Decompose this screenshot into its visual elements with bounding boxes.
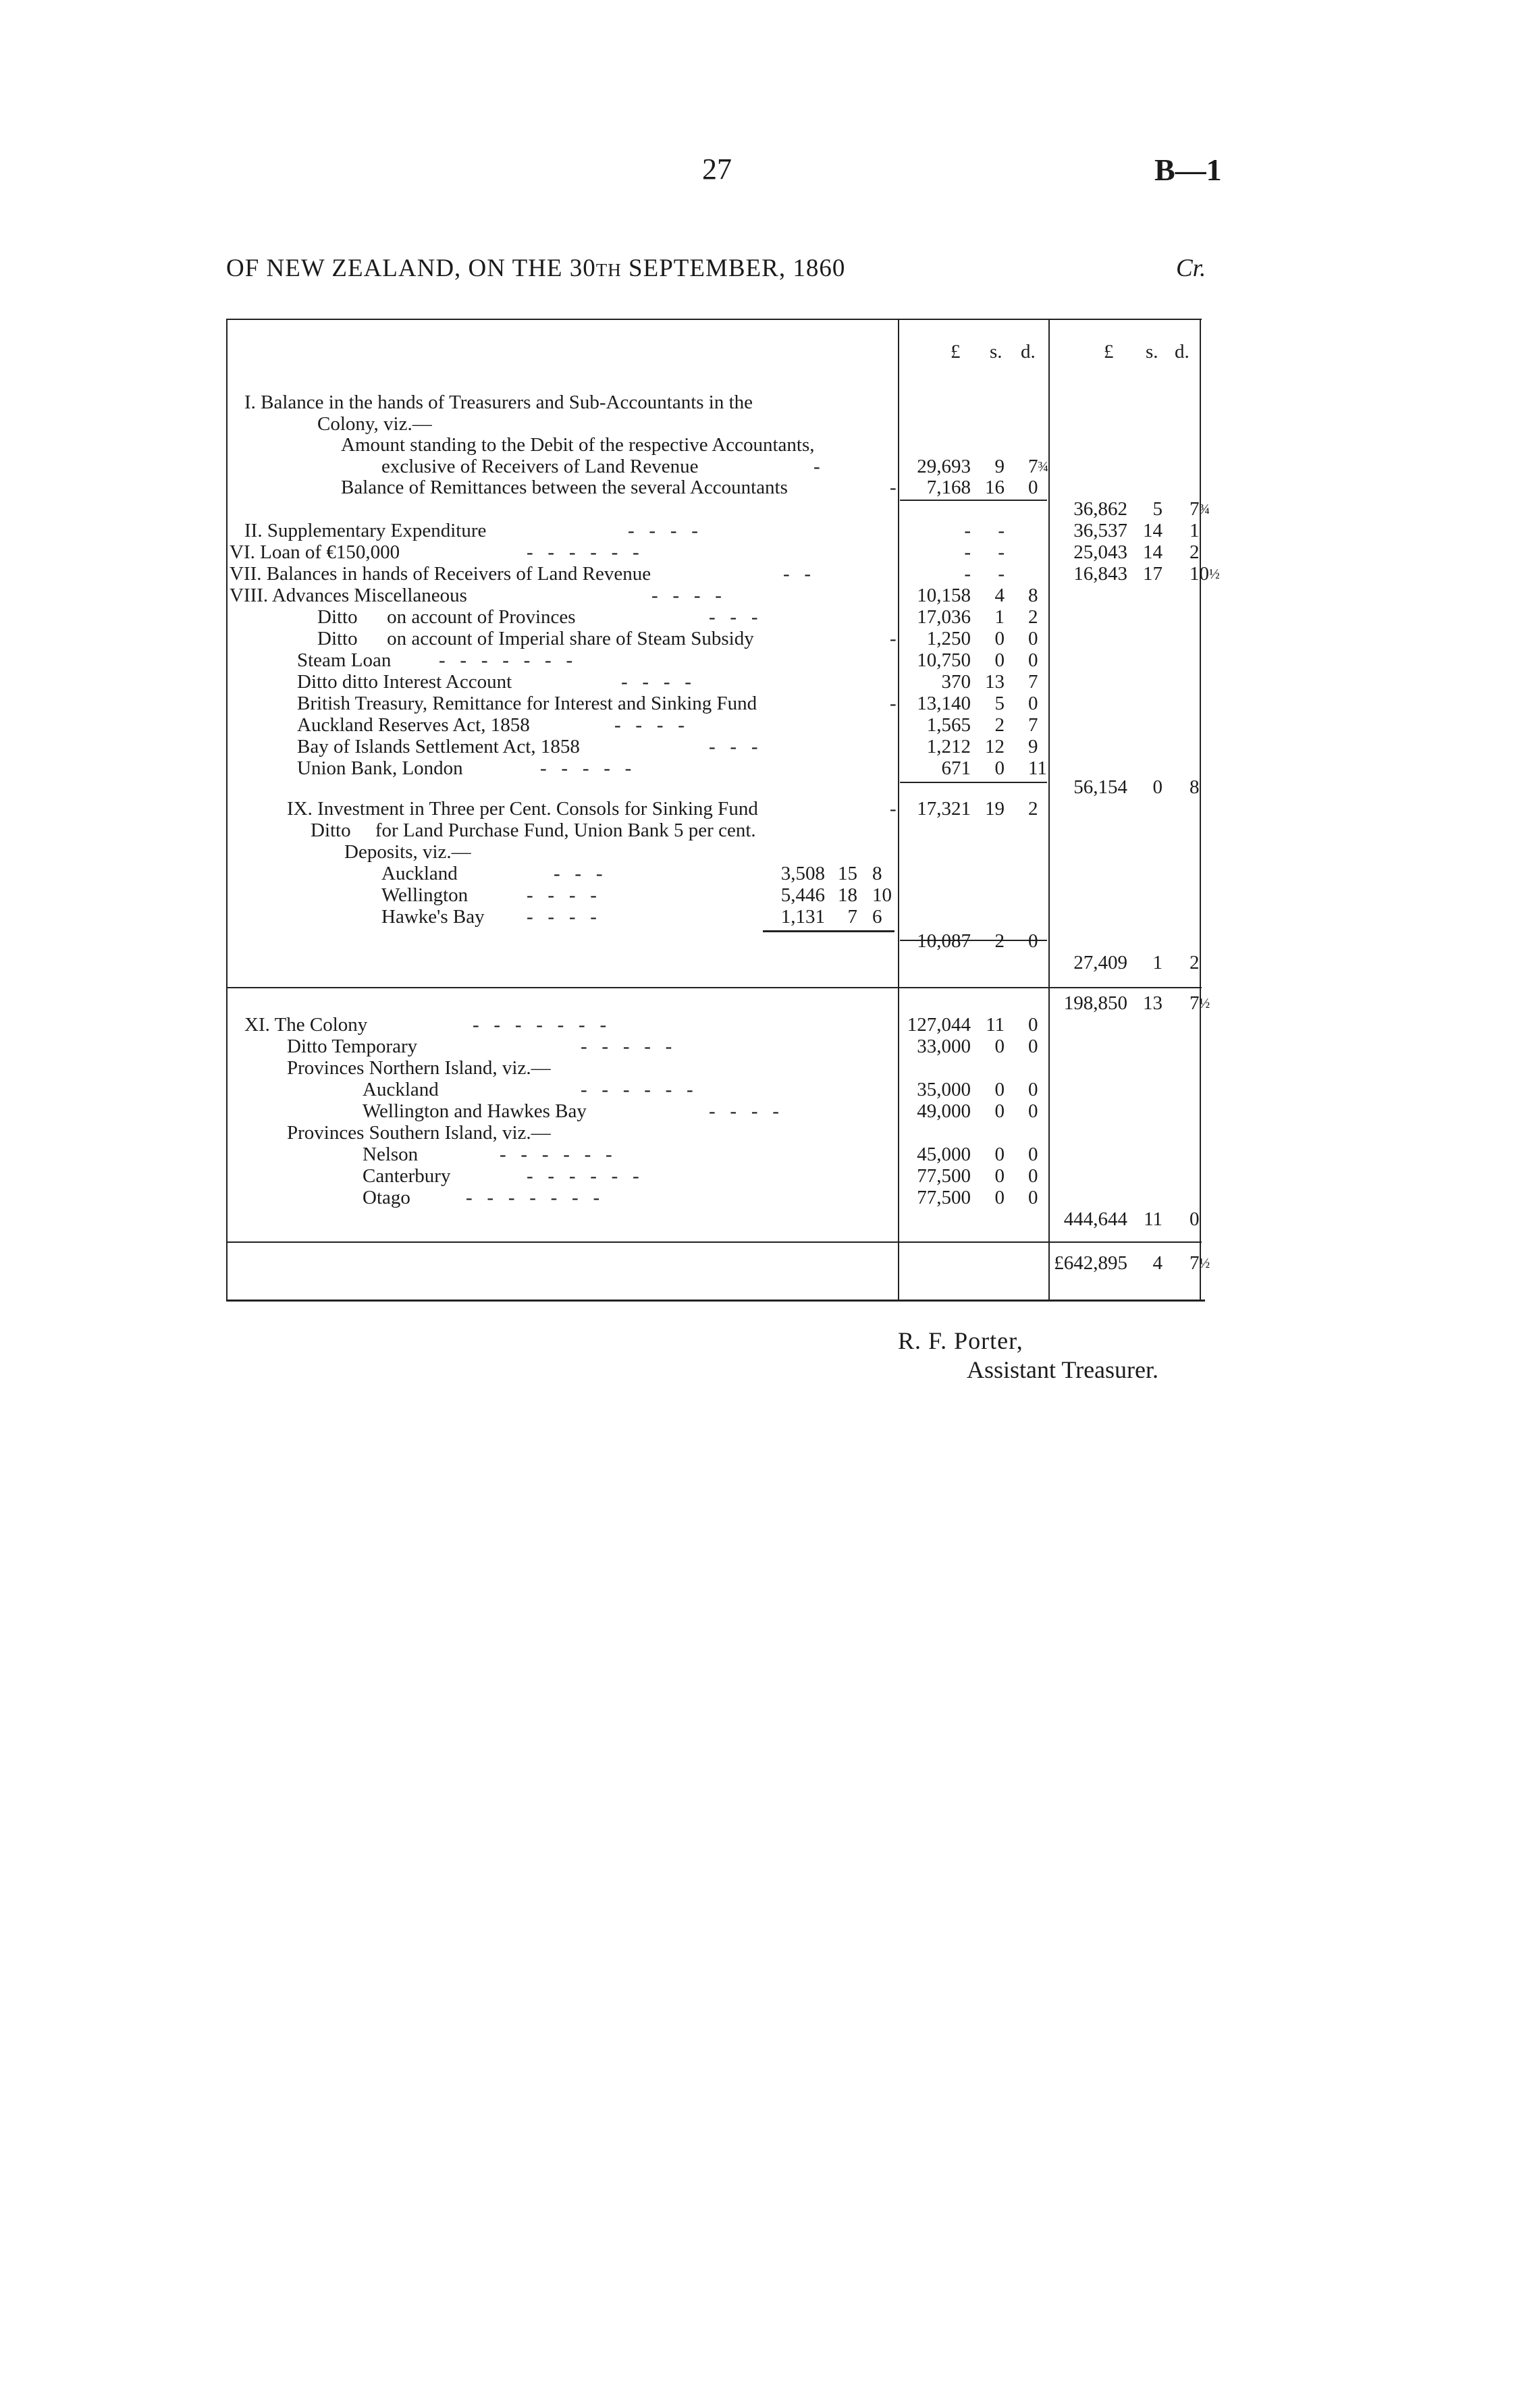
leader-dashes: - - - - - - - (473, 1014, 607, 1036)
sub-pence: 6 (872, 906, 882, 928)
entry-row (0, 776, 1523, 798)
leader-dashes: - - - - - - (581, 1079, 693, 1100)
col1-pounds: 10,158 (917, 585, 971, 606)
sub-pounds: 1,131 (780, 906, 825, 928)
col2-pounds: 56,154 (1073, 776, 1127, 798)
col1-pounds: 1,250 (926, 628, 971, 649)
col1-pounds: 77,500 (917, 1187, 971, 1208)
col2-shillings-header: s. (1146, 341, 1158, 363)
col1-pounds: 49,000 (917, 1100, 971, 1122)
entry-row (0, 1165, 1523, 1187)
heading-prefix: OF NEW ZEALAND, ON THE 30 (226, 255, 596, 282)
entry-row (0, 1014, 1523, 1036)
col2-pence: $7^{\frac{3}{4}}$ (1190, 498, 1210, 520)
entry-label: Otago (363, 1187, 410, 1208)
col2-pence: 8 (1190, 776, 1200, 798)
col1-pounds: 17,321 (917, 798, 971, 820)
col1-pounds: 77,500 (917, 1165, 971, 1187)
col1-shillings: 0 (994, 1165, 1005, 1187)
table-bottom-rule (226, 1300, 1205, 1302)
entry-label: Provinces Southern Island, viz.— (287, 1122, 551, 1144)
page-heading (226, 254, 845, 283)
leader-dashes: - (890, 477, 897, 498)
col1-pence: 0 (1028, 1144, 1038, 1165)
col1-shillings: 0 (994, 1144, 1005, 1165)
entry-row (0, 1252, 1523, 1274)
leader-dashes: - (890, 628, 897, 649)
col2-shillings: 11 (1144, 1208, 1163, 1230)
entry-label: Nelson (363, 1144, 419, 1165)
col1-shillings: 0 (994, 1079, 1005, 1100)
entry-label: Wellington (381, 884, 469, 906)
entry-label: Canterbury (363, 1165, 451, 1187)
sum-rule (1050, 1241, 1199, 1243)
entry-label: VIII. Advances Miscellaneous (230, 585, 467, 606)
col1-shillings: - (998, 520, 1005, 541)
col1-shillings: 19 (985, 798, 1005, 820)
entry-label: Deposits, viz.— (344, 841, 471, 863)
entry-label: Auckland (363, 1079, 439, 1100)
entry-row (0, 736, 1523, 757)
entry-label: VII. Balances in hands of Receivers of Land Revenue (230, 563, 651, 585)
col1-shillings: 1 (994, 606, 1005, 628)
leader-dashes: - - - - (621, 671, 691, 693)
entry-label: Ditto ditto Interest Account (297, 671, 512, 693)
entry-row (0, 671, 1523, 693)
col2-pence: $10^{\frac{1}{2}}$ (1190, 563, 1220, 585)
col2-pounds: 25,043 (1073, 541, 1127, 563)
table-top-rule (226, 319, 1202, 320)
col1-pounds: - (964, 563, 971, 585)
entry-row (0, 841, 1523, 863)
leader-dashes: - - - - - - (500, 1144, 612, 1165)
col2-pence: $7^{\frac{1}{2}}$ (1190, 1252, 1210, 1274)
leader-dashes: - - - - - - (527, 541, 639, 563)
col1-shillings: 4 (994, 585, 1005, 606)
sub-pounds: 5,446 (780, 884, 825, 906)
col1-pence: 0 (1028, 477, 1038, 498)
col1-pence: 8 (1028, 585, 1038, 606)
col1-pence: 9 (1028, 736, 1038, 757)
entry-label: Auckland (381, 863, 458, 884)
col1-pounds: - (964, 541, 971, 563)
entry-row (0, 992, 1523, 1014)
col1-pence: 0 (1028, 1036, 1038, 1057)
col1-pounds: 35,000 (917, 1079, 971, 1100)
col1-shillings: 0 (994, 649, 1005, 671)
col2-shillings: 13 (1143, 992, 1163, 1014)
col1-pounds: 10,087 (917, 930, 971, 952)
leader-dashes: - - - (709, 606, 758, 628)
col2-pence: 2 (1190, 952, 1200, 973)
paper-code: B—1 (1154, 153, 1222, 187)
col1-pounds: 1,565 (926, 714, 971, 736)
col1-pence: 0 (1028, 628, 1038, 649)
col1-pence: 0 (1028, 1100, 1038, 1122)
col1-shillings: 0 (994, 757, 1005, 779)
entry-row (0, 1144, 1523, 1165)
leader-dashes: - - - - - - (527, 1165, 639, 1187)
col1-pounds: 45,000 (917, 1144, 971, 1165)
entry-label: Provinces Northern Island, viz.— (287, 1057, 551, 1079)
leader-dashes: - - - - - - - (466, 1187, 600, 1208)
entry-label: Colony, viz.— (317, 413, 432, 435)
col1-shillings: 9 (994, 456, 1005, 477)
leader-dashes: - (890, 693, 897, 714)
entry-row (0, 1122, 1523, 1144)
page-number: 27 (702, 153, 732, 186)
entry-label: Balance of Remittances between the several Accountants (341, 477, 788, 498)
col1-shillings: 12 (985, 736, 1005, 757)
col1-pounds: 1,212 (926, 736, 971, 757)
sub-pounds: 3,508 (780, 863, 825, 884)
entry-row (0, 628, 1523, 649)
col1-shillings: 0 (994, 1036, 1005, 1057)
col2-pence: 0 (1190, 1208, 1200, 1230)
entry-row (0, 606, 1523, 628)
entry-row (0, 1079, 1523, 1100)
col1-pence-header: d. (1021, 341, 1036, 363)
col2-shillings: 5 (1152, 498, 1163, 520)
col1-pounds: 10,750 (917, 649, 971, 671)
entry-row (0, 392, 1523, 413)
leader-dashes: - - - (709, 736, 758, 757)
entry-label: Hawke's Bay (381, 906, 485, 928)
entry-label: Ditto on account of Provinces (317, 606, 576, 628)
col2-pounds: 36,537 (1073, 520, 1127, 541)
entry-row (0, 906, 1523, 928)
col1-pence: 7 (1028, 714, 1038, 736)
entry-row (0, 820, 1523, 841)
col1-pounds: 33,000 (917, 1036, 971, 1057)
col2-shillings: 4 (1152, 1252, 1163, 1274)
col2-pence: $7^{\frac{1}{2}}$ (1190, 992, 1210, 1014)
col2-shillings: 17 (1143, 563, 1163, 585)
entry-label: VI. Loan of €150,000 (230, 541, 400, 563)
entry-row (0, 563, 1523, 585)
leader-dashes: - - - (554, 863, 603, 884)
col2-shillings: 0 (1152, 776, 1163, 798)
entry-row (0, 585, 1523, 606)
col1-pounds: 127,044 (907, 1014, 971, 1036)
entry-row (0, 884, 1523, 906)
entry-row (0, 649, 1523, 671)
col1-pounds: 370 (941, 671, 971, 693)
leader-dashes: - - - - (651, 585, 722, 606)
col1-shillings: 2 (994, 714, 1005, 736)
col2-shillings: 1 (1152, 952, 1163, 973)
col1-pence: $7^{\frac{3}{4}}$ (1028, 456, 1049, 477)
sub-shillings: 18 (838, 884, 857, 906)
col1-shillings-header: s. (990, 341, 1003, 363)
col1-shillings: 0 (994, 628, 1005, 649)
col2-pounds-header: £ (1104, 341, 1114, 363)
sub-shillings: 7 (847, 906, 857, 928)
signatory-name: R. F. Porter, (898, 1327, 1023, 1354)
col1-shillings: 11 (986, 1014, 1005, 1036)
col1-pounds: 671 (941, 757, 971, 779)
leader-dashes: - - - - - (540, 757, 632, 779)
entry-row (0, 520, 1523, 541)
entry-row (0, 434, 1523, 456)
leader-dashes: - - - - (709, 1100, 779, 1122)
entry-label: II. Supplementary Expenditure (244, 520, 487, 541)
col1-shillings: 0 (994, 1100, 1005, 1122)
entry-label: Auckland Reserves Act, 1858 (297, 714, 530, 736)
col2-pounds: 27,409 (1073, 952, 1127, 973)
col1-pence: 0 (1028, 1187, 1038, 1208)
col1-pence: 0 (1028, 693, 1038, 714)
sub-pence: 8 (872, 863, 882, 884)
col1-pence: 0 (1028, 1165, 1038, 1187)
col2-pence: 2 (1190, 541, 1200, 563)
entry-row (0, 498, 1523, 520)
heading-suffix: SEPTEMBER, 1860 (621, 255, 846, 282)
entry-row (0, 930, 1523, 952)
col1-pounds: 17,036 (917, 606, 971, 628)
leader-dashes: - - - - (527, 906, 597, 928)
col1-shillings: - (998, 541, 1005, 563)
col1-pence: 0 (1028, 649, 1038, 671)
entry-row (0, 952, 1523, 973)
leader-dashes: - - - - (628, 520, 698, 541)
entry-row (0, 693, 1523, 714)
entry-label: Ditto on account of Imperial share of Steam Subsidy (317, 628, 754, 649)
leader-dashes: - - - - - (581, 1036, 672, 1057)
signatory-title: Assistant Treasurer. (967, 1356, 1159, 1383)
col1-shillings: 16 (985, 477, 1005, 498)
entry-row (0, 1208, 1523, 1230)
col2-pence: 1 (1190, 520, 1200, 541)
col1-pence: 7 (1028, 671, 1038, 693)
leader-dashes: - - - - (527, 884, 597, 906)
col1-pence: 11 (1028, 757, 1047, 779)
entry-label: Wellington and Hawkes Bay (363, 1100, 587, 1122)
entry-label: Ditto for Land Purchase Fund, Union Bank 5 per cent. (311, 820, 756, 841)
entry-label: Steam Loan (297, 649, 392, 671)
entry-row (0, 413, 1523, 435)
entry-row (0, 541, 1523, 563)
entry-label: Bay of Islands Settlement Act, 1858 (297, 736, 580, 757)
col2-shillings: 14 (1143, 541, 1163, 563)
entry-label: exclusive of Receivers of Land Revenue (381, 456, 699, 477)
leader-dashes: - - - - (614, 714, 685, 736)
col1-shillings: 2 (994, 930, 1005, 952)
entry-row (0, 1100, 1523, 1122)
leader-dashes: - (813, 456, 820, 477)
col1-pence: 0 (1028, 1079, 1038, 1100)
entry-label: British Treasury, Remittance for Interest and Sinking Fund (297, 693, 757, 714)
entry-row (0, 477, 1523, 498)
sub-pence: 10 (872, 884, 892, 906)
col1-pounds: 7,168 (926, 477, 971, 498)
col1-shillings: 5 (994, 693, 1005, 714)
col1-shillings: - (998, 563, 1005, 585)
section-rule (226, 987, 1202, 988)
col2-pounds: 198,850 (1063, 992, 1127, 1014)
credit-side-label: Cr. (1176, 255, 1206, 282)
col1-pounds: 13,140 (917, 693, 971, 714)
col2-shillings: 14 (1143, 520, 1163, 541)
leader-dashes: - (890, 798, 897, 820)
entry-row (0, 1187, 1523, 1208)
entry-row (0, 456, 1523, 477)
col2-pounds: 16,843 (1073, 563, 1127, 585)
col1-pence: 2 (1028, 798, 1038, 820)
entry-row (0, 714, 1523, 736)
col1-pounds-header: £ (951, 341, 961, 363)
col1-shillings: 13 (985, 671, 1005, 693)
col1-pence: 2 (1028, 606, 1038, 628)
entry-row (0, 798, 1523, 820)
leader-dashes: - - - - - - - (439, 649, 573, 671)
leader-dashes: - - (783, 563, 811, 585)
entry-row (0, 863, 1523, 884)
heading-th: TH (595, 260, 622, 280)
col1-pence: 0 (1028, 930, 1038, 952)
col2-pounds: 36,862 (1073, 498, 1127, 520)
entry-label: I. Balance in the hands of Treasurers and Sub-Accountants in the (244, 392, 753, 413)
entry-row (0, 1057, 1523, 1079)
col2-pounds: £642,895 (1054, 1252, 1127, 1274)
col1-pounds: - (964, 520, 971, 541)
col1-shillings: 0 (994, 1187, 1005, 1208)
entry-label: Ditto Temporary (287, 1036, 418, 1057)
col2-pence-header: d. (1175, 341, 1190, 363)
entry-label: IX. Investment in Three per Cent. Consols for Sinking Fund (287, 798, 758, 820)
col1-pence: 0 (1028, 1014, 1038, 1036)
entry-label: Union Bank, London (297, 757, 463, 779)
sub-shillings: 15 (838, 863, 857, 884)
entry-label: XI. The Colony (244, 1014, 368, 1036)
col1-pounds: 29,693 (917, 456, 971, 477)
col2-pounds: 444,644 (1063, 1208, 1127, 1230)
entry-label: Amount standing to the Debit of the respective Accountants, (341, 434, 815, 456)
entry-row (0, 1036, 1523, 1057)
